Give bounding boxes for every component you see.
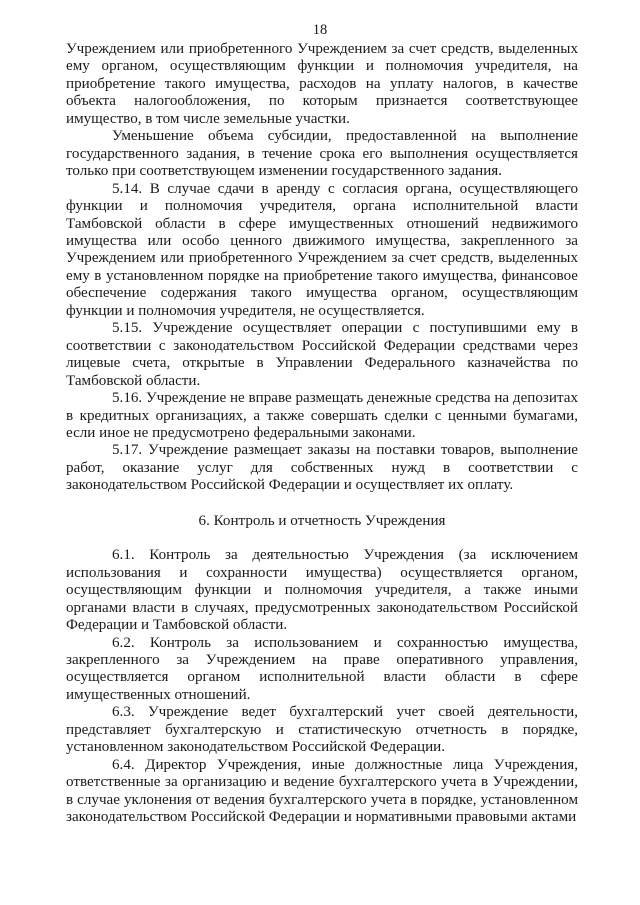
document-body bbox=[66, 41, 578, 826]
paragraph: 6.2. Контроль за использованием и сохранностью имущества, закрепленного за Учреждением на праве оперативного управления, осуществляется органом исполнительной власти области в сфере имущественных отношений. bbox=[66, 634, 578, 703]
paragraph: 6.1. Контроль за деятельностью Учреждения (за исключением использования и сохранности имущества) осуществляется органом, осуществляющим функции и полномочия учредителя, а также иными органами власти в случаях, предусмотренных законодательством Российской Федерации и Тамбовской области. bbox=[66, 547, 578, 634]
page-number: 18 bbox=[312, 22, 328, 38]
paragraph: 5.14. В случае сдачи в аренду с согласия органа, осуществляющего функции и полномочия учредителя, органа исполнительной власти Тамбовской области в сфере имущественных отношений недвижимого имущества или особо ценного движимого имущества, закрепленного за Учреждением или приобретенного Учреждением за счет средств, выделенных ему в установленном порядке на приобретение такого имущества, финансовое обеспечение содержания такого имущества органом, осуществляющим функции и полномочия учредителя, не осуществляется. bbox=[66, 180, 578, 319]
paragraph: Учреждением или приобретенного Учреждением за счет средств, выделенных ему органом, осуществляющим функции и полномочия учредителя, на приобретение такого имущества, расходов на уплату налогов, в качестве объекта налогообложения, по которым признается соответствующее имущество, в том числе земельные участки. bbox=[66, 41, 578, 127]
paragraph: 6.3. Учреждение ведет бухгалтерский учет своей деятельности, представляет бухгалтерскую и статистическую отчетность в порядке, установленном законодательством Российской Федерации. bbox=[66, 704, 578, 756]
paragraph: 5.16. Учреждение не вправе размещать денежные средства на депозитах в кредитных организациях, а также совершать сделки с ценными бумагами, если иное не предусмотрено федеральными законами. bbox=[66, 390, 578, 441]
paragraph: Уменьшение объема субсидии, предоставленной на выполнение государственного задания, в течение срока его выполнения осуществляется только при соответствующем изменении государственного задания. bbox=[66, 128, 578, 180]
paragraphs-before-heading bbox=[66, 41, 578, 495]
section-heading: 6. Контроль и отчетность Учреждения bbox=[198, 512, 446, 529]
paragraph: 5.17. Учреждение размещает заказы на поставки товаров, выполнение работ, оказание услуг для собственных нужд в соответствии с законодательством Российской Федерации и осуществляет их оплату. bbox=[66, 442, 578, 494]
paragraph: 6.4. Директор Учреждения, иные должностные лица Учреждения, ответственные за организацию и ведение бухгалтерского учета в Учреждении, в случае уклонения от ведения бухгалтерского учета в порядке, установленном законодательством Российской Федерации и нормативными правовыми актами bbox=[66, 756, 578, 826]
paragraphs-after-heading bbox=[66, 547, 578, 826]
paragraph: 5.15. Учреждение осуществляет операции с поступившими ему в соответствии с законодательством Российской Федерации средствами через лицевые счета, открытые в Управлении Федерального казначейства по Тамбовской области. bbox=[66, 320, 578, 389]
